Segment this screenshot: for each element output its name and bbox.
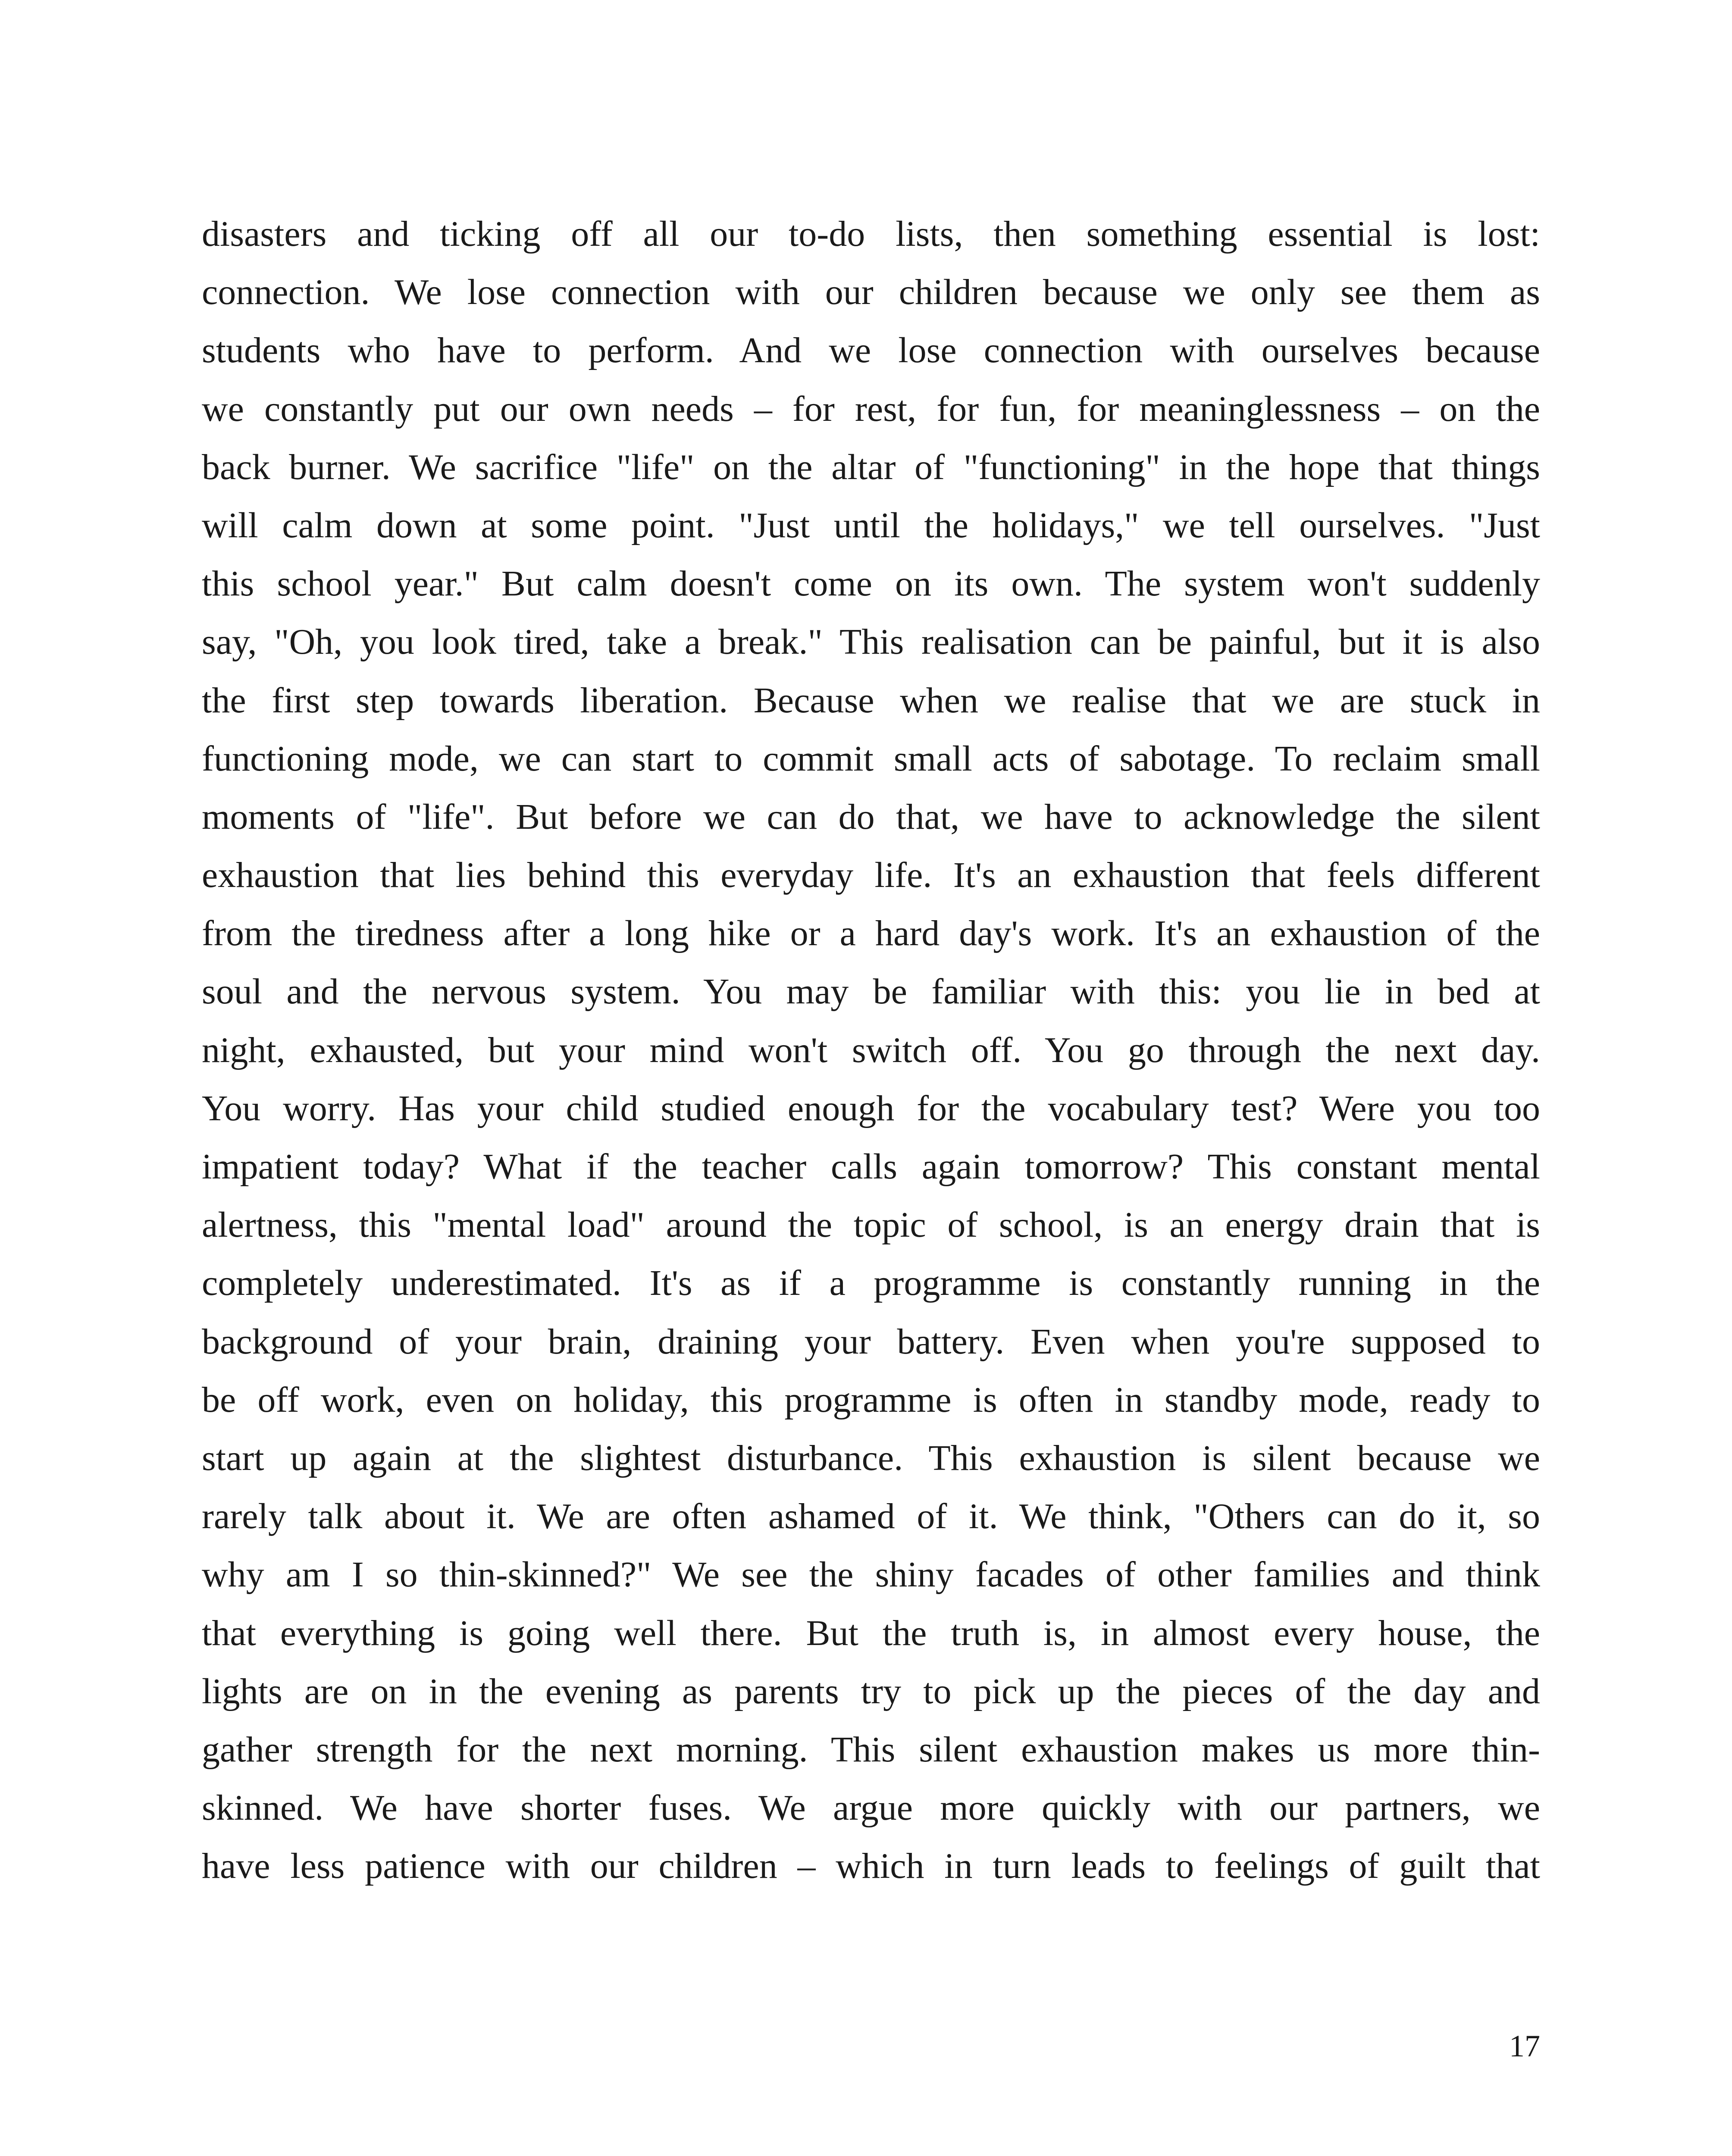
text-line: impatient today? What if the teacher calls again tomorrow? This constant mental [202, 1147, 1540, 1187]
body-text [202, 205, 1540, 1895]
text-line: moments of "life". But before we can do that, we have to acknowledge the silent [202, 796, 1540, 837]
text-line: start up again at the slightest disturbance. This exhaustion is silent because we [202, 1438, 1540, 1478]
text-line: gather strength for the next morning. This silent exhaustion makes us more thin- [202, 1729, 1540, 1770]
text-line: we constantly put our own needs – for rest, for fun, for meaninglessness – on the [202, 389, 1540, 429]
text-line: from the tiredness after a long hike or a hard day's work. It's an exhaustion of the [202, 913, 1540, 954]
text-line: rarely talk about it. We are often ashamed of it. We think, "Others can do it, so [202, 1496, 1540, 1537]
text-line: connection. We lose connection with our children because we only see them as [202, 272, 1540, 313]
text-line: why am I so thin-skinned?" We see the shiny facades of other families and think [202, 1554, 1540, 1595]
text-line: You worry. Has your child studied enough for the vocabulary test? Were you too [202, 1088, 1540, 1128]
text-line: be off work, even on holiday, this programme is often in standby mode, ready to [202, 1379, 1540, 1420]
text-line: the first step towards liberation. Because when we realise that we are stuck in [202, 680, 1540, 721]
text-line: completely underestimated. It's as if a programme is constantly running in the [202, 1263, 1540, 1304]
text-line: soul and the nervous system. You may be familiar with this: you lie in bed at [202, 971, 1540, 1012]
text-line: will calm down at some point. "Just until the holidays," we tell ourselves. "Just [202, 505, 1540, 545]
page-number: 17 [1509, 2029, 1540, 2063]
text-line: lights are on in the evening as parents try to pick up the pieces of the day and [202, 1671, 1540, 1711]
text-line: disasters and ticking off all our to-do lists, then something essential is lost: [202, 214, 1540, 254]
text-line: background of your brain, draining your battery. Even when you're supposed to [202, 1321, 1540, 1362]
text-line: alertness, this "mental load" around the topic of school, is an energy drain that is [202, 1205, 1540, 1245]
text-line: have less patience with our children – which in turn leads to feelings of guilt that [202, 1846, 1540, 1887]
text-line: that everything is going well there. But the truth is, in almost every house, the [202, 1613, 1540, 1653]
text-line: night, exhausted, but your mind won't switch off. You go through the next day. [202, 1030, 1540, 1070]
text-line: functioning mode, we can start to commit small acts of sabotage. To reclaim small [202, 738, 1540, 779]
text-line: this school year." But calm doesn't come on its own. The system won't suddenly [202, 564, 1540, 604]
text-line: exhaustion that lies behind this everyday life. It's an exhaustion that feels different [202, 855, 1540, 896]
text-line: students who have to perform. And we lose connection with ourselves because [202, 330, 1540, 371]
text-line: back burner. We sacrifice "life" on the altar of "functioning" in the hope that things [202, 447, 1540, 487]
text-line: say, "Oh, you look tired, take a break." This realisation can be painful, but it is also [202, 622, 1540, 662]
text-line: skinned. We have shorter fuses. We argue more quickly with our partners, we [202, 1788, 1540, 1828]
